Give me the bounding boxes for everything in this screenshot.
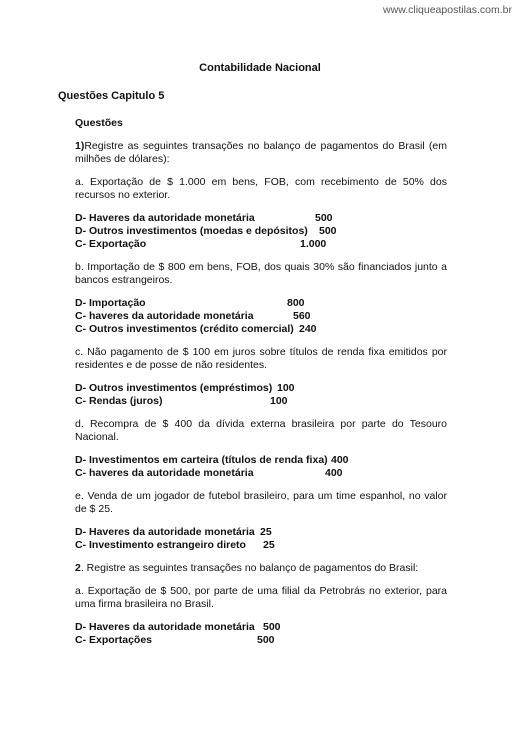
entry-label: D- Investimentos em carteira (títulos de renda fixa) [75,454,328,466]
entry-amount: 500 [257,634,275,646]
document-body [75,117,447,657]
entry-amount: 240 [299,323,317,335]
journal-entries [75,621,447,647]
entry-label: D- Haveres da autoridade monetária [75,621,255,633]
entry-label: C- Rendas (juros) [75,395,163,407]
question-1-intro [75,140,447,166]
question-2-intro [75,562,447,575]
question-number: 2 [75,562,81,574]
entry-label: C- haveres da autoridade monetária [75,467,254,479]
entry-row [75,526,447,539]
entry-row [75,238,447,251]
entry-row [75,454,447,467]
entry-label: C- Investimento estrangeiro direto [75,539,246,551]
entry-amount: 100 [277,382,295,394]
question-text: . Registre as seguintes transações no balanço de pagamentos do Brasil: [80,562,419,574]
entry-amount: 1.000 [300,238,327,250]
item-text: b. Importação de $ 800 em bens, FOB, dos quais 30% são financiados junto a bancos estrangeiros. [75,261,447,286]
document-title: Contabilidade Nacional [199,62,321,74]
entry-row [75,539,447,552]
entry-amount: 560 [293,310,311,322]
question-text: Registre as seguintes transações no balanço de pagamentos do Brasil (em milhões de dólares): [75,140,447,165]
entry-row [75,467,447,480]
entry-amount: 400 [325,467,343,479]
journal-entries [75,382,447,408]
entry-row [75,395,447,408]
entry-amount: 100 [270,395,288,407]
chapter-heading: Questões Capitulo 5 [58,90,165,102]
entry-label: C- haveres da autoridade monetária [75,310,254,322]
entry-label: D- Outros investimentos (moedas e depósitos) [75,225,308,237]
entry-label: D- Haveres da autoridade monetária [75,212,255,224]
item-text: c. Não pagamento de $ 100 em juros sobre títulos de renda fixa emitidos por residentes e de posse de não residentes. [75,346,447,371]
item-text: a. Exportação de $ 500, por parte de uma filial da Petrobrás no exterior, para uma firma brasileira no Brasil. [75,585,447,610]
entry-row [75,323,447,336]
item-text: d. Recompra de $ 400 da dívida externa brasileira por parte do Tesouro Nacional. [75,418,447,443]
entry-amount: 500 [319,225,337,237]
entry-label: C- Outros investimentos (crédito comercial) [75,323,294,335]
entry-amount: 25 [260,526,272,538]
entry-row [75,621,447,634]
entry-row [75,212,447,225]
entry-label: D- Outros investimentos (empréstimos) [75,382,273,394]
entry-amount: 400 [331,454,349,466]
entry-label: C- Exportações [75,634,153,646]
site-url: www.cliqueapostilas.com.br [383,4,512,16]
entry-amount: 25 [263,539,275,551]
entry-row [75,297,447,310]
entry-label: C- Exportação [75,238,147,250]
entry-label: D- Haveres da autoridade monetária [75,526,255,538]
journal-entries [75,526,447,552]
entry-amount: 800 [287,297,305,309]
item-text: a. Exportação de $ 1.000 em bens, FOB, com recebimento de 50% dos recursos no exterior. [75,176,447,201]
entry-row [75,225,447,238]
entry-row [75,310,447,323]
journal-entries [75,454,447,480]
item-text: e. Venda de um jogador de futebol brasileiro, para um time espanhol, no valor de $ 25. [75,490,447,515]
entry-row [75,634,447,647]
entry-amount: 500 [263,621,281,633]
entry-row [75,382,447,395]
journal-entries [75,212,447,251]
entry-amount: 500 [315,212,333,224]
question-number: 1) [75,140,85,152]
section-heading: Questões [75,117,123,129]
entry-label: D- Importação [75,297,146,309]
journal-entries [75,297,447,336]
